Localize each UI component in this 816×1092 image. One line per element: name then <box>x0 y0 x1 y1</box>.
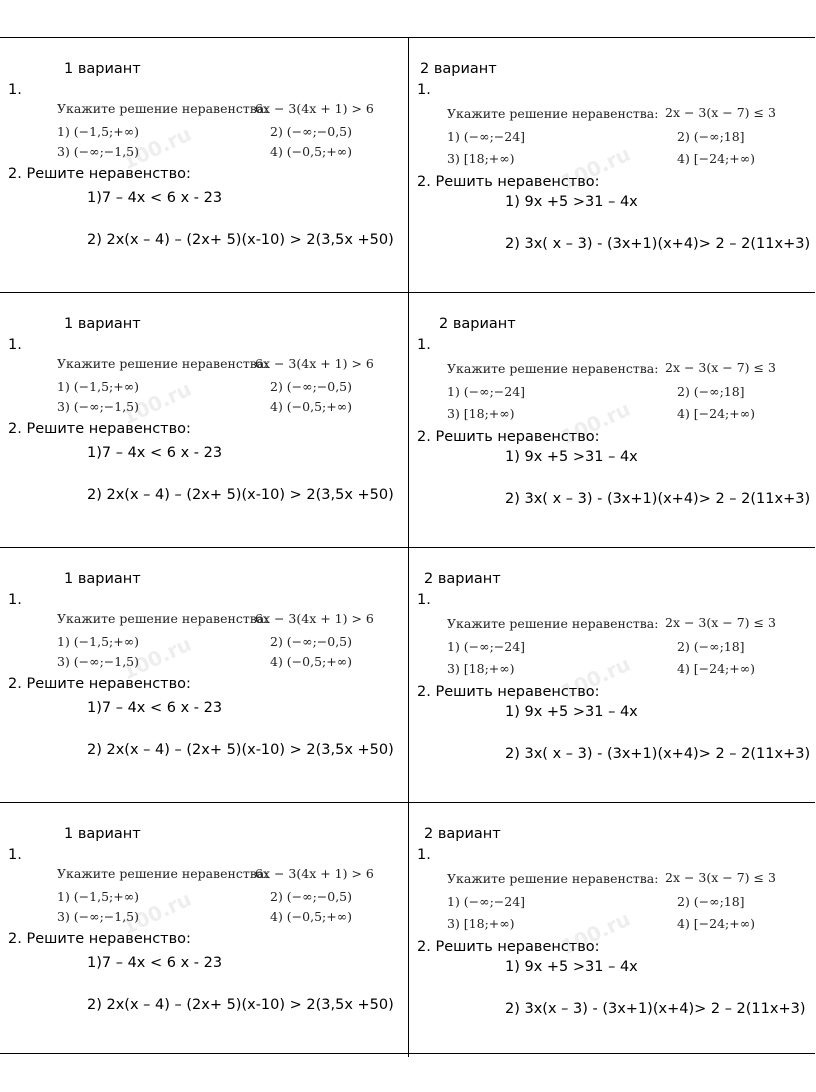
answer-option: 3) [18;+∞) <box>447 151 515 166</box>
answer-option: 4) (−0,5;+∞) <box>270 909 353 924</box>
answer-option: 2) (−∞;−0,5) <box>270 124 353 139</box>
task-number: 1. <box>417 82 431 98</box>
inequality: 2) 3x( x – 3) - (3x+1)(x+4)> 2 – 2(11x+3) <box>505 236 811 252</box>
answer-option: 3) (−∞;−1,5) <box>57 144 140 159</box>
inequality: 1)7 – 4x < 6 x - 23 <box>87 445 223 461</box>
answer-option: 4) (−0,5;+∞) <box>270 144 353 159</box>
answer-option: 3) (−∞;−1,5) <box>57 654 140 669</box>
inequality: 1)7 – 4x < 6 x - 23 <box>87 190 223 206</box>
task-label: Укажите решение неравенства: <box>447 361 659 376</box>
inequality: 1) 9x +5 >31 – 4x <box>505 449 638 465</box>
task-expression: 2x − 3(x − 7) ≤ 3 <box>665 360 776 375</box>
inequality: 2) 2x(x – 4) – (2x+ 5)(x-10) > 2(3,5x +50) <box>87 997 394 1013</box>
watermark: 100.ru <box>557 906 635 960</box>
answer-option: 4) [−24;+∞) <box>677 151 756 166</box>
inequality: 2) 2x(x – 4) – (2x+ 5)(x-10) > 2(3,5x +50) <box>87 742 394 758</box>
variant1-cell <box>0 38 408 292</box>
answer-option: 4) [−24;+∞) <box>677 916 756 931</box>
inequality: 2) 2x(x – 4) – (2x+ 5)(x-10) > 2(3,5x +50) <box>87 487 394 503</box>
task-number: 2. Решить неравенство: <box>417 939 600 955</box>
task-number: 1. <box>417 847 431 863</box>
variant-title: 1 вариант <box>64 61 141 77</box>
variant2-cell <box>409 293 815 547</box>
variant-title: 2 вариант <box>424 571 501 587</box>
variant2-cell <box>409 803 815 1057</box>
task-number: 1. <box>417 592 431 608</box>
answer-option: 2) (−∞;−0,5) <box>270 634 353 649</box>
answer-option: 2) (−∞;18] <box>677 129 745 144</box>
answer-option: 2) (−∞;−0,5) <box>270 889 353 904</box>
watermark: 100.ru <box>118 121 196 175</box>
task-expression: 6x − 3(4x + 1) > 6 <box>255 866 374 881</box>
task-number: 2. Решите неравенство: <box>8 166 191 182</box>
watermark: 100.ru <box>557 651 635 705</box>
inequality: 1) 9x +5 >31 – 4x <box>505 194 638 210</box>
table-row <box>0 38 815 292</box>
variant2-cell <box>409 38 815 292</box>
answer-option: 3) (−∞;−1,5) <box>57 909 140 924</box>
answer-option: 2) (−∞;18] <box>677 384 745 399</box>
table-row <box>0 803 815 1057</box>
variants-table <box>0 37 815 1054</box>
task-label: Укажите решение неравенства: <box>447 871 659 886</box>
inequality: 2) 3x( x – 3) - (3x+1)(x+4)> 2 – 2(11x+3) <box>505 746 811 762</box>
task-number: 1. <box>8 592 22 608</box>
answer-option: 1) (−∞;−24] <box>447 384 526 399</box>
inequality: 2) 3x(x – 3) - (3x+1)(x+4)> 2 – 2(11x+3) <box>505 1001 806 1017</box>
task-number: 2. Решите неравенство: <box>8 676 191 692</box>
answer-option: 1) (−1,5;+∞) <box>57 634 140 649</box>
task-label: Укажите решение неравенства: <box>57 866 269 881</box>
answer-option: 1) (−1,5;+∞) <box>57 889 140 904</box>
task-expression: 6x − 3(4x + 1) > 6 <box>255 356 374 371</box>
table-row <box>0 293 815 547</box>
variant-title: 2 вариант <box>420 61 497 77</box>
answer-option: 4) (−0,5;+∞) <box>270 654 353 669</box>
answer-option: 4) (−0,5;+∞) <box>270 399 353 414</box>
task-label: Укажите решение неравенства: <box>57 611 269 626</box>
inequality: 1)7 – 4x < 6 x - 23 <box>87 955 223 971</box>
task-expression: 6x − 3(4x + 1) > 6 <box>255 611 374 626</box>
task-number: 1. <box>8 847 22 863</box>
inequality: 1) 9x +5 >31 – 4x <box>505 959 638 975</box>
answer-option: 4) [−24;+∞) <box>677 406 756 421</box>
watermark: 100.ru <box>118 886 196 940</box>
watermark: 100.ru <box>557 141 635 195</box>
answer-option: 1) (−1,5;+∞) <box>57 124 140 139</box>
variant-title: 1 вариант <box>64 826 141 842</box>
task-number: 2. Решить неравенство: <box>417 429 600 445</box>
task-number: 2. Решите неравенство: <box>8 421 191 437</box>
answer-option: 3) [18;+∞) <box>447 661 515 676</box>
answer-option: 4) [−24;+∞) <box>677 661 756 676</box>
answer-option: 3) [18;+∞) <box>447 916 515 931</box>
answer-option: 3) (−∞;−1,5) <box>57 399 140 414</box>
task-expression: 2x − 3(x − 7) ≤ 3 <box>665 615 776 630</box>
variant2-cell <box>409 548 815 802</box>
task-expression: 6x − 3(4x + 1) > 6 <box>255 101 374 116</box>
answer-option: 3) [18;+∞) <box>447 406 515 421</box>
task-expression: 2x − 3(x − 7) ≤ 3 <box>665 105 776 120</box>
inequality: 1)7 – 4x < 6 x - 23 <box>87 700 223 716</box>
inequality: 2) 3x( x – 3) - (3x+1)(x+4)> 2 – 2(11x+3) <box>505 491 811 507</box>
variant-title: 1 вариант <box>64 316 141 332</box>
variant1-cell <box>0 548 408 802</box>
task-label: Укажите решение неравенства: <box>57 101 269 116</box>
task-number: 2. Решить неравенство: <box>417 174 600 190</box>
watermark: 100.ru <box>118 631 196 685</box>
task-number: 2. Решить неравенство: <box>417 684 600 700</box>
inequality: 1) 9x +5 >31 – 4x <box>505 704 638 720</box>
variant-title: 1 вариант <box>64 571 141 587</box>
task-expression: 2x − 3(x − 7) ≤ 3 <box>665 870 776 885</box>
variant-title: 2 вариант <box>424 826 501 842</box>
watermark: 100.ru <box>118 376 196 430</box>
answer-option: 1) (−∞;−24] <box>447 639 526 654</box>
variant1-cell <box>0 293 408 547</box>
answer-option: 1) (−∞;−24] <box>447 894 526 909</box>
variant-title: 2 вариант <box>439 316 516 332</box>
watermark: 100.ru <box>557 396 635 450</box>
task-number: 1. <box>8 337 22 353</box>
task-number: 1. <box>417 337 431 353</box>
answer-option: 2) (−∞;18] <box>677 894 745 909</box>
answer-option: 2) (−∞;−0,5) <box>270 379 353 394</box>
answer-option: 2) (−∞;18] <box>677 639 745 654</box>
task-number: 2. Решите неравенство: <box>8 931 191 947</box>
inequality: 2) 2x(x – 4) – (2x+ 5)(x-10) > 2(3,5x +50) <box>87 232 394 248</box>
variant1-cell <box>0 803 408 1057</box>
task-number: 1. <box>8 82 22 98</box>
answer-option: 1) (−1,5;+∞) <box>57 379 140 394</box>
answer-option: 1) (−∞;−24] <box>447 129 526 144</box>
table-row <box>0 548 815 802</box>
task-label: Укажите решение неравенства: <box>447 106 659 121</box>
task-label: Укажите решение неравенства: <box>447 616 659 631</box>
task-label: Укажите решение неравенства: <box>57 356 269 371</box>
